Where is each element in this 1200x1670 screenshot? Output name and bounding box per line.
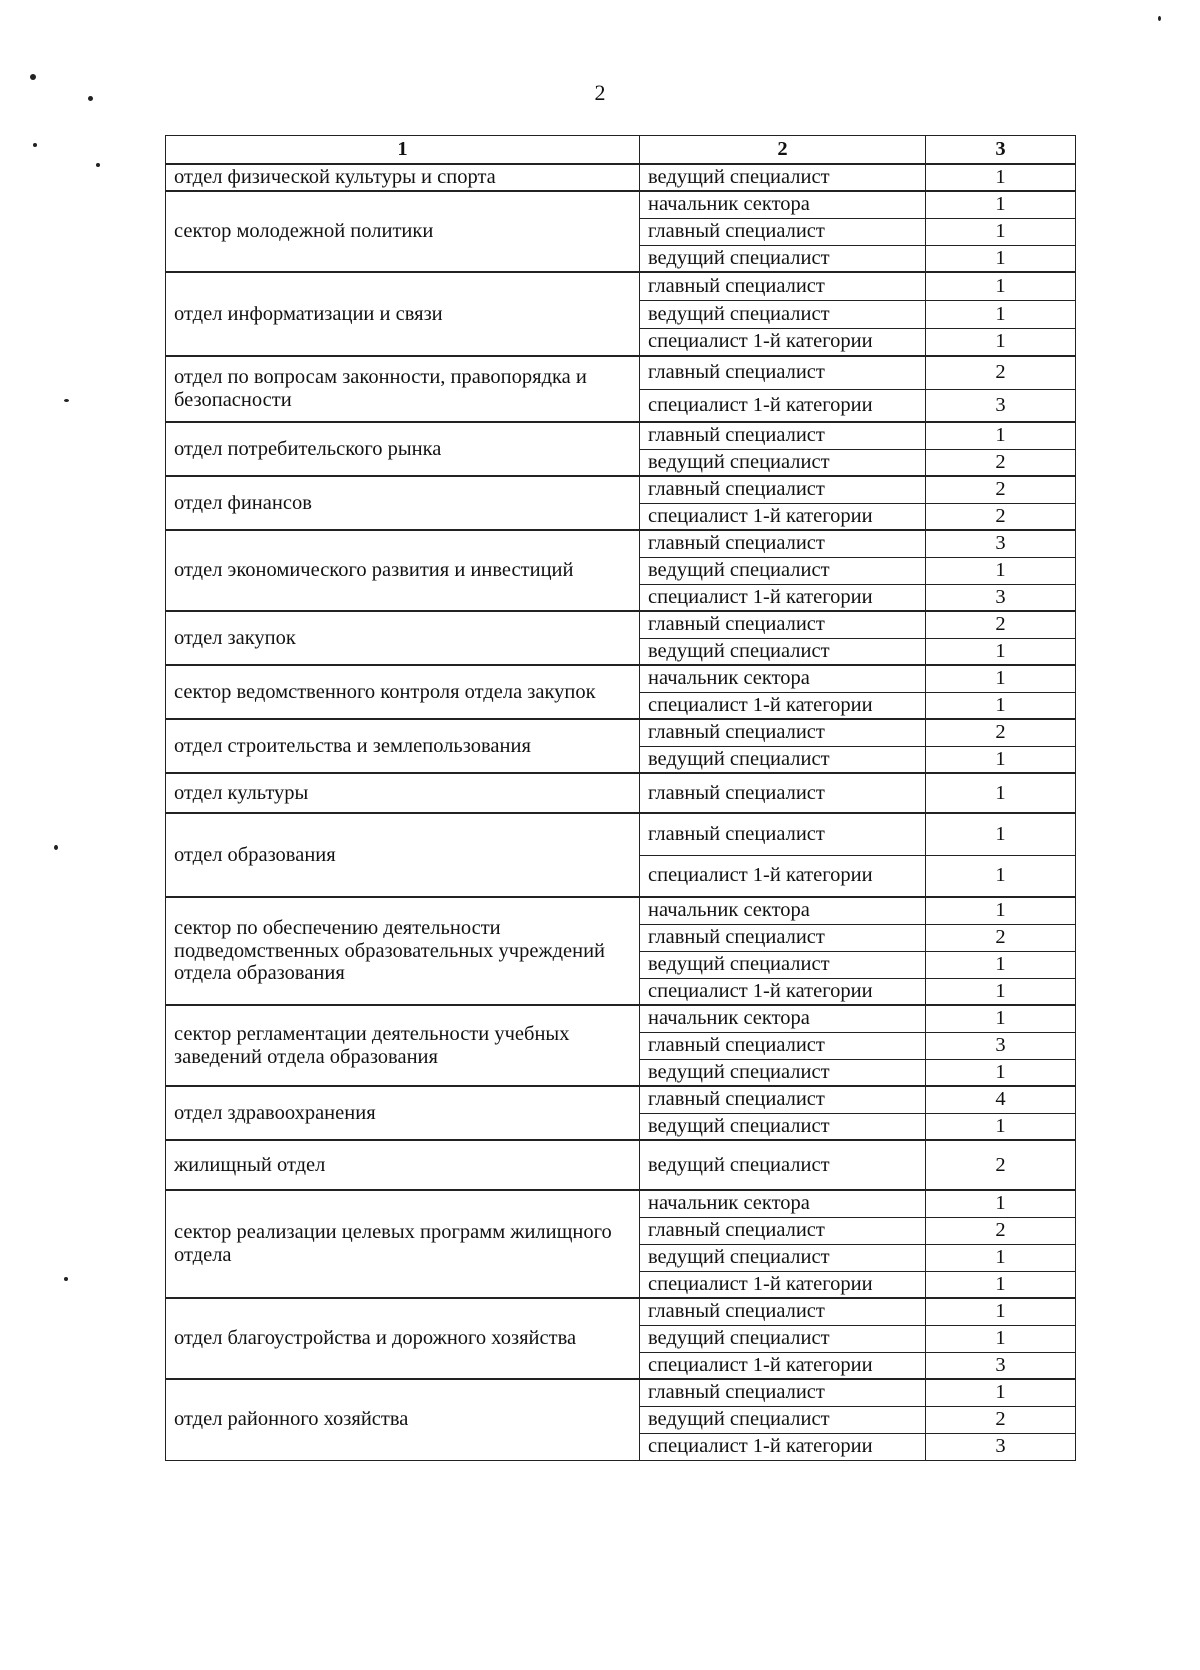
table-row [166, 1140, 1076, 1190]
table-row [166, 1190, 1076, 1217]
position-cell: ведущий специалист [640, 245, 926, 272]
position-cell: главный специалист [640, 356, 926, 389]
count-cell: 3 [926, 1032, 1076, 1059]
position-cell: главный специалист [640, 1217, 926, 1244]
position-cell: ведущий специалист [640, 638, 926, 665]
count-cell: 1 [926, 638, 1076, 665]
department-group [166, 719, 1076, 773]
column-header-position: 2 [640, 136, 926, 165]
count-cell: 1 [926, 1379, 1076, 1406]
department-cell: отдел районного хозяйства [166, 1379, 640, 1460]
position-cell: главный специалист [640, 773, 926, 813]
staffing-table [165, 135, 1076, 1461]
count-cell: 1 [926, 1190, 1076, 1217]
department-cell: сектор реализации целевых программ жилищного отдела [166, 1190, 640, 1298]
position-cell: специалист 1-й категории [640, 855, 926, 897]
count-cell: 1 [926, 813, 1076, 855]
department-cell: жилищный отдел [166, 1140, 640, 1190]
position-cell: ведущий специалист [640, 1059, 926, 1086]
department-cell: сектор по обеспечению деятельности подведомственных образовательных учреждений отдела образования [166, 897, 640, 1005]
table-row [166, 611, 1076, 638]
department-cell: отдел образования [166, 813, 640, 897]
count-cell: 1 [926, 1298, 1076, 1325]
count-cell: 2 [926, 476, 1076, 503]
position-cell: начальник сектора [640, 1190, 926, 1217]
position-cell: главный специалист [640, 422, 926, 449]
department-cell: сектор молодежной политики [166, 191, 640, 272]
table-row [166, 1005, 1076, 1032]
count-cell: 1 [926, 1059, 1076, 1086]
count-cell: 1 [926, 272, 1076, 300]
department-group [166, 1086, 1076, 1140]
count-cell: 1 [926, 1325, 1076, 1352]
department-group [166, 356, 1076, 422]
scan-speck [54, 845, 58, 850]
department-group [166, 422, 1076, 476]
count-cell: 1 [926, 1005, 1076, 1032]
count-cell: 1 [926, 773, 1076, 813]
position-cell: главный специалист [640, 813, 926, 855]
position-cell: специалист 1-й категории [640, 389, 926, 422]
table-row [166, 356, 1076, 389]
count-cell: 1 [926, 1113, 1076, 1140]
count-cell: 3 [926, 530, 1076, 557]
count-cell: 1 [926, 1244, 1076, 1271]
position-cell: главный специалист [640, 1379, 926, 1406]
count-cell: 1 [926, 951, 1076, 978]
department-group [166, 1005, 1076, 1086]
position-cell: начальник сектора [640, 897, 926, 924]
position-cell: ведущий специалист [640, 557, 926, 584]
department-group [166, 773, 1076, 813]
position-cell: ведущий специалист [640, 300, 926, 328]
count-cell: 2 [926, 503, 1076, 530]
department-group [166, 164, 1076, 191]
department-cell: отдел культуры [166, 773, 640, 813]
department-group [166, 272, 1076, 356]
department-cell: отдел здравоохранения [166, 1086, 640, 1140]
position-cell: ведущий специалист [640, 1113, 926, 1140]
count-cell: 1 [926, 191, 1076, 218]
scan-speck [33, 143, 37, 147]
position-cell: ведущий специалист [640, 1406, 926, 1433]
position-cell: специалист 1-й категории [640, 692, 926, 719]
header-row [166, 136, 1076, 165]
position-cell: ведущий специалист [640, 1140, 926, 1190]
table-row [166, 813, 1076, 855]
scan-speck [88, 96, 93, 101]
department-cell: сектор регламентации деятельности учебных заведений отдела образования [166, 1005, 640, 1086]
position-cell: главный специалист [640, 218, 926, 245]
position-cell: главный специалист [640, 1298, 926, 1325]
department-group [166, 476, 1076, 530]
table-row [166, 422, 1076, 449]
position-cell: ведущий специалист [640, 449, 926, 476]
scan-speck [64, 399, 69, 402]
table-row [166, 530, 1076, 557]
table-row [166, 773, 1076, 813]
count-cell: 1 [926, 300, 1076, 328]
count-cell: 2 [926, 611, 1076, 638]
count-cell: 2 [926, 356, 1076, 389]
column-header-department: 1 [166, 136, 640, 165]
count-cell: 3 [926, 584, 1076, 611]
position-cell: специалист 1-й категории [640, 503, 926, 530]
count-cell: 2 [926, 1406, 1076, 1433]
count-cell: 1 [926, 1271, 1076, 1298]
count-cell: 1 [926, 422, 1076, 449]
position-cell: ведущий специалист [640, 1244, 926, 1271]
position-cell: ведущий специалист [640, 164, 926, 191]
count-cell: 1 [926, 665, 1076, 692]
position-cell: главный специалист [640, 611, 926, 638]
table-row [166, 897, 1076, 924]
table-row [166, 191, 1076, 218]
department-group [166, 1298, 1076, 1379]
scan-speck [30, 74, 36, 80]
position-cell: главный специалист [640, 1086, 926, 1113]
department-group [166, 897, 1076, 1005]
table-row [166, 164, 1076, 191]
table-row [166, 1379, 1076, 1406]
department-cell: отдел благоустройства и дорожного хозяйства [166, 1298, 640, 1379]
department-cell: отдел закупок [166, 611, 640, 665]
scan-speck [64, 1277, 68, 1281]
count-cell: 1 [926, 557, 1076, 584]
position-cell: ведущий специалист [640, 746, 926, 773]
position-cell: начальник сектора [640, 191, 926, 218]
count-cell: 1 [926, 328, 1076, 356]
position-cell: главный специалист [640, 719, 926, 746]
count-cell: 2 [926, 449, 1076, 476]
department-cell: отдел строительства и землепользования [166, 719, 640, 773]
scan-speck [1158, 16, 1161, 21]
department-group [166, 611, 1076, 665]
position-cell: специалист 1-й категории [640, 328, 926, 356]
table-header [166, 136, 1076, 165]
position-cell: специалист 1-й категории [640, 1433, 926, 1460]
count-cell: 1 [926, 245, 1076, 272]
count-cell: 1 [926, 164, 1076, 191]
department-cell: отдел по вопросам законности, правопорядка и безопасности [166, 356, 640, 422]
department-group [166, 1379, 1076, 1460]
count-cell: 3 [926, 1352, 1076, 1379]
department-group [166, 813, 1076, 897]
position-cell: начальник сектора [640, 1005, 926, 1032]
count-cell: 1 [926, 897, 1076, 924]
count-cell: 1 [926, 218, 1076, 245]
table-row [166, 476, 1076, 503]
position-cell: главный специалист [640, 924, 926, 951]
count-cell: 2 [926, 1140, 1076, 1190]
department-cell: отдел информатизации и связи [166, 272, 640, 356]
department-group [166, 191, 1076, 272]
department-group [166, 1140, 1076, 1190]
department-cell: сектор ведомственного контроля отдела закупок [166, 665, 640, 719]
table-row [166, 272, 1076, 300]
table-row [166, 665, 1076, 692]
position-cell: специалист 1-й категории [640, 1271, 926, 1298]
department-cell: отдел физической культуры и спорта [166, 164, 640, 191]
position-cell: начальник сектора [640, 665, 926, 692]
count-cell: 2 [926, 1217, 1076, 1244]
department-group [166, 530, 1076, 611]
count-cell: 1 [926, 746, 1076, 773]
count-cell: 1 [926, 978, 1076, 1005]
count-cell: 3 [926, 389, 1076, 422]
department-group [166, 1190, 1076, 1298]
column-header-count: 3 [926, 136, 1076, 165]
position-cell: специалист 1-й категории [640, 584, 926, 611]
table-row [166, 1298, 1076, 1325]
table-row [166, 1086, 1076, 1113]
scan-speck [96, 163, 100, 167]
department-cell: отдел экономического развития и инвестиций [166, 530, 640, 611]
department-group [166, 665, 1076, 719]
count-cell: 1 [926, 855, 1076, 897]
count-cell: 2 [926, 924, 1076, 951]
position-cell: ведущий специалист [640, 1325, 926, 1352]
table-row [166, 719, 1076, 746]
count-cell: 4 [926, 1086, 1076, 1113]
position-cell: специалист 1-й категории [640, 1352, 926, 1379]
position-cell: главный специалист [640, 1032, 926, 1059]
count-cell: 1 [926, 692, 1076, 719]
department-cell: отдел финансов [166, 476, 640, 530]
position-cell: ведущий специалист [640, 951, 926, 978]
position-cell: специалист 1-й категории [640, 978, 926, 1005]
position-cell: главный специалист [640, 476, 926, 503]
position-cell: главный специалист [640, 530, 926, 557]
page-number: 2 [594, 80, 606, 105]
position-cell: главный специалист [640, 272, 926, 300]
count-cell: 3 [926, 1433, 1076, 1460]
department-cell: отдел потребительского рынка [166, 422, 640, 476]
count-cell: 2 [926, 719, 1076, 746]
